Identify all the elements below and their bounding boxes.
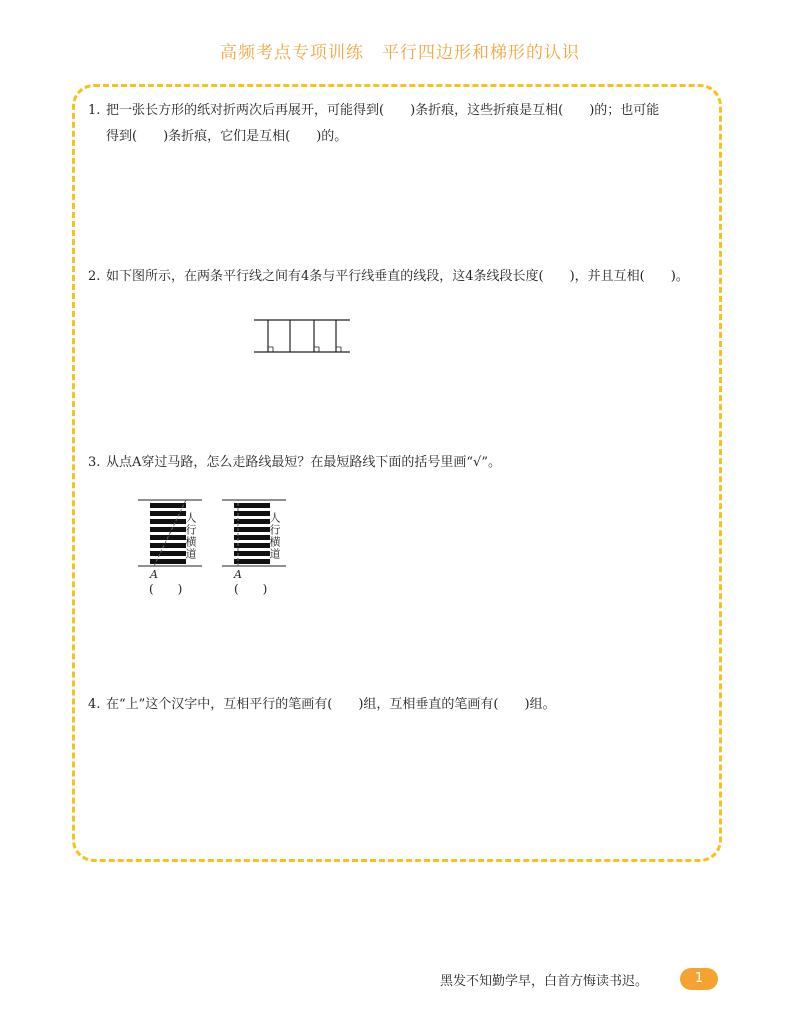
question-number: 1.: [88, 103, 101, 118]
question-text-line1: 从点A穿过马路，怎么走路线最短？在最短路线下面的括号里画“√”。: [106, 455, 501, 470]
point-a-label: A: [234, 568, 242, 581]
question-number: 2.: [88, 269, 101, 284]
question-number: 3.: [88, 455, 101, 470]
answer-parentheses: ( ): [234, 582, 268, 596]
parallel-lines-figure: [250, 312, 360, 362]
question-text-line1: 如下图所示，在两条平行线之间有4条与平行线垂直的线段，这4条线段长度( )，并且互相( )。: [106, 269, 689, 284]
question-text-line2: 得到( )条折痕，它们是互相( )的。: [106, 129, 348, 144]
answer-parentheses: ( ): [149, 582, 183, 596]
question-3: [88, 450, 708, 476]
crosswalk-label: 人行横道: [268, 512, 281, 560]
footer-motto: 黑发不知勤学早，白首方悔读书迟。: [440, 974, 649, 989]
question-text-line1: 把一张长方形的纸对折两次后再展开，可能得到( )条折痕，这些折痕是互相( )的；也可能: [106, 103, 660, 118]
crosswalk-label: 人行横道: [184, 512, 197, 560]
question-number: 4.: [88, 697, 101, 712]
question-1: [88, 98, 708, 150]
point-a-label: A: [150, 568, 158, 581]
zebra-stripes: [234, 503, 270, 564]
right-angle-mark: [314, 347, 319, 352]
right-angle-mark: [268, 347, 273, 352]
page-title: 高频考点专项训练 平行四边形和梯形的认识: [220, 43, 580, 63]
right-angle-mark: [336, 347, 341, 352]
page-number-badge: 1: [680, 968, 718, 990]
question-4: [88, 692, 708, 718]
question-2: [88, 264, 708, 290]
question-text-line1: 在“上”这个汉字中，互相平行的笔画有( )组，互相垂直的笔画有( )组。: [106, 697, 556, 712]
